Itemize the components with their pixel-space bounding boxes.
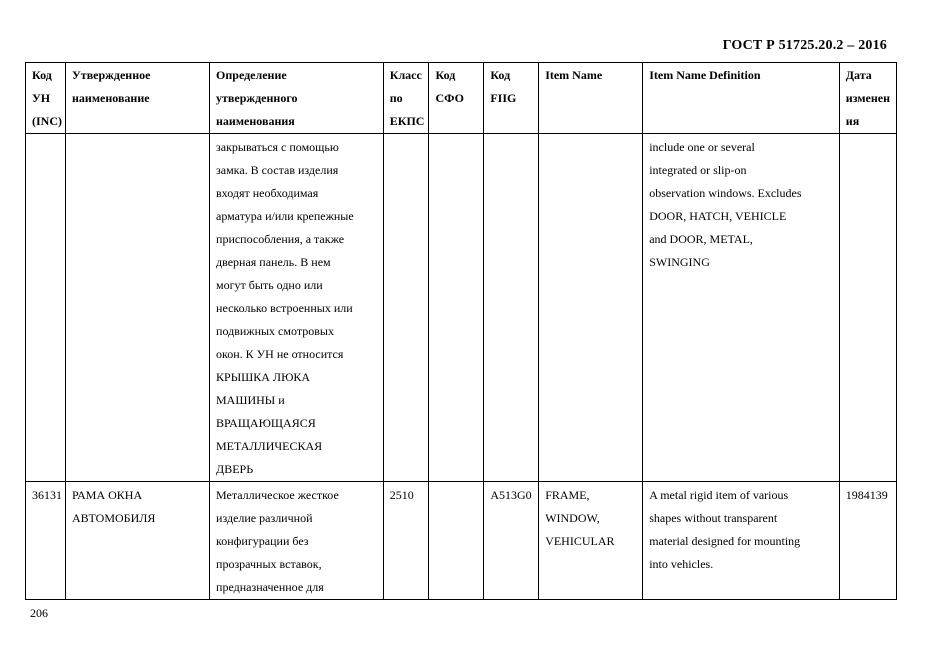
cell-change-date xyxy=(839,134,896,482)
header-inc: Код УН (INC) xyxy=(26,63,66,134)
cell-definition: Металлическое жесткое изделие различной конфигурации без прозрачных вставок, предназначенное для xyxy=(210,482,384,600)
inc-table xyxy=(25,62,897,600)
header-definition: Определение утвержденного наименования xyxy=(210,63,384,134)
table-row xyxy=(26,482,897,600)
cell-change-date: 1984139 xyxy=(839,482,896,600)
cell-approved-name: РАМА ОКНА АВТОМОБИЛЯ xyxy=(66,482,210,600)
header-item-name: Item Name xyxy=(539,63,643,134)
cell-sfo-code xyxy=(429,134,484,482)
cell-inc xyxy=(26,134,66,482)
header-fiig-code: Код FIIG xyxy=(484,63,539,134)
cell-ekps-class: 2510 xyxy=(383,482,429,600)
cell-item-name-definition: A metal rigid item of various shapes without transparent material designed for mounting into vehicles. xyxy=(643,482,840,600)
cell-sfo-code xyxy=(429,482,484,600)
cell-fiig-code: A513G0 xyxy=(484,482,539,600)
header-approved-name: Утвержденное наименование xyxy=(66,63,210,134)
cell-approved-name xyxy=(66,134,210,482)
cell-item-name xyxy=(539,134,643,482)
table-row xyxy=(26,134,897,482)
cell-inc: 36131 xyxy=(26,482,66,600)
table-header-row xyxy=(26,63,897,134)
header-ekps-class: Класс по ЕКПС xyxy=(383,63,429,134)
cell-definition: закрываться с помощью замка. В состав изделия входят необходимая арматура и/или крепежные приспособления, а также дверная панель. В нем могут быть одно или несколько встроенных или подвижных смотровых окон. К УН не относится КРЫШКА ЛЮКА МАШИНЫ и ВРАЩАЮЩАЯСЯ МЕТАЛЛИЧЕСКАЯ ДВЕРЬ xyxy=(210,134,384,482)
page-number: 206 xyxy=(30,606,48,620)
header-item-name-definition: Item Name Definition xyxy=(643,63,840,134)
header-sfo-code: Код СФО xyxy=(429,63,484,134)
cell-item-name: FRAME, WINDOW, VEHICULAR xyxy=(539,482,643,600)
document-standard-header: ГОСТ Р 51725.20.2 – 2016 xyxy=(722,38,887,53)
cell-ekps-class xyxy=(383,134,429,482)
header-change-date: Дата изменен ия xyxy=(839,63,896,134)
cell-fiig-code xyxy=(484,134,539,482)
cell-item-name-definition: include one or several integrated or slip-on observation windows. Excludes DOOR, HATCH, VEHICLE and DOOR, METAL, SWINGING xyxy=(643,134,840,482)
